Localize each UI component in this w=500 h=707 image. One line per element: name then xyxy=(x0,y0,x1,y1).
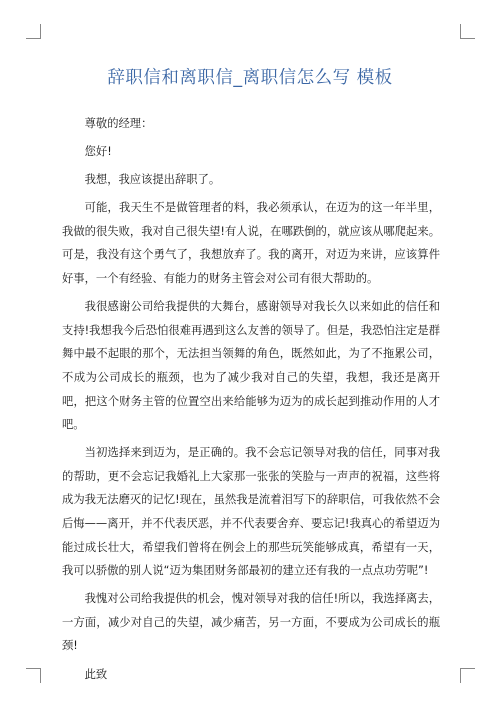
crop-mark-top-left xyxy=(26,24,41,39)
body-paragraph: 我愧对公司给我提供的机会，愧对领导对我的信任!所以，我选择离去，一方面，减少对自己的失望，减少痛苦，另一方面，不要成为公司成长的瓶颈! xyxy=(62,592,440,653)
salutation: 尊敬的经理： xyxy=(84,117,153,130)
document-title: 辞职信和离职信_离职信怎么写 模板 xyxy=(107,68,393,88)
body-paragraph: 我想，我应该提出辞职了。 xyxy=(84,173,221,187)
crop-mark-bottom-right xyxy=(460,668,475,683)
closing: 此致 xyxy=(84,667,108,681)
crop-mark-top-right xyxy=(460,24,475,39)
greeting: 您好! xyxy=(84,145,112,159)
crop-mark-bottom-left xyxy=(26,668,41,683)
body-paragraph: 可能，我天生不是做管理者的料，我必须承认，在迈为的这一年半里，我做的很失败，我对自己很失望!有人说，在哪跌倒的，就应该从哪爬起来。可是，我没有这个勇气了，我想放弃了。我的离开，对迈为来讲，应该算件好事，一个有经验、有能力的财务主管会对公司有很大帮助的。 xyxy=(62,201,440,286)
body-paragraph: 当初选择来到迈为，是正确的。我不会忘记领导对我的信任，同事对我的帮助，更不会忘记我婚礼上大家那一张张的笑脸与一声声的祝福，这些将成为我无法磨灭的记忆!现在，虽然我是流着泪写下的辞职信，可我依然不会后悔——离开，并不代表厌恶，并不代表要舍弃、要忘记!我真心的希望迈为能过成长壮大，希望我们曾将在例会上的那些玩笑能够成真，希望有一天，我可以骄傲的别人说“迈为集团财务部最初的建立还有我的一点点功劳呢”! xyxy=(62,446,440,578)
body-paragraph: 我很感谢公司给我提供的大舞台，感谢领导对我长久以来如此的信任和支持!我想我今后恐怕很难再遇到这么友善的领导了。但是，我恐怕注定是群舞中最不起眼的那个，无法担当领舞的角色，既然如此，为了不拖累公司，不成为公司成长的瓶颈，也为了减少我对自己的失望，我想，我还是离开吧，把这个财务主管的位置空出来给能够为迈为的成长起到推动作用的人才吧。 xyxy=(62,300,440,432)
letter-body xyxy=(62,112,440,691)
